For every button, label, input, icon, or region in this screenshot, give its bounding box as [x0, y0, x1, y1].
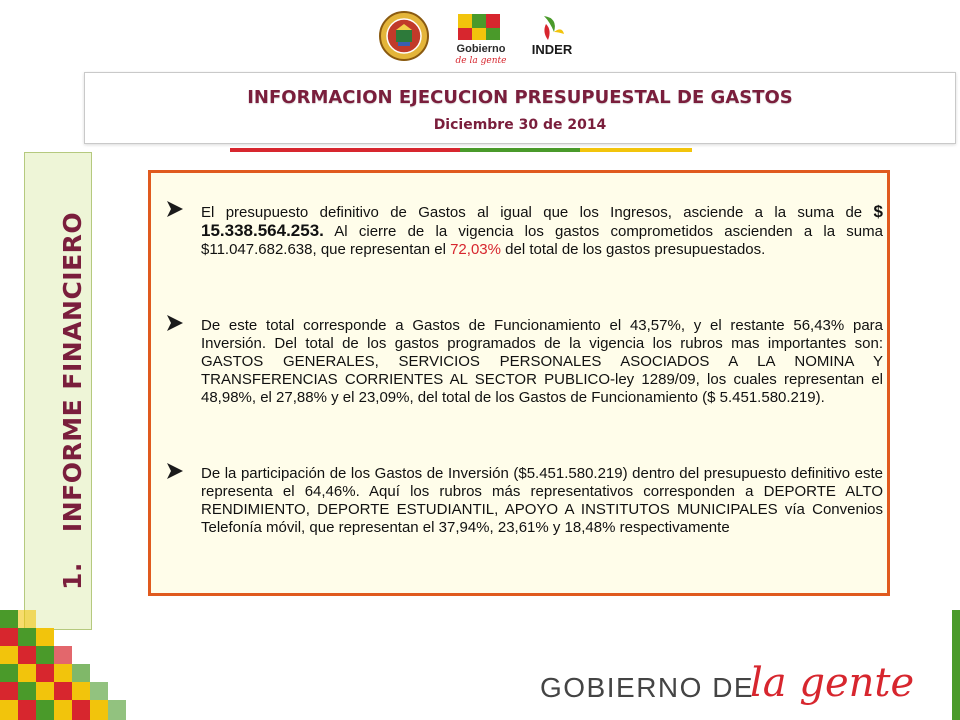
page-title: INFORMACION EJECUCION PRESUPUESTAL DE GASTOS	[247, 87, 793, 108]
right-edge-decoration	[952, 610, 960, 720]
bullet1-part3: del total de los gastos presupuestados.	[500, 241, 766, 258]
section-number: 1.	[58, 562, 87, 590]
header-box	[84, 72, 956, 144]
section-title-text: INFORME FINANCIERO	[58, 211, 87, 533]
bullet-text-1	[201, 203, 883, 259]
bullet-text-2: De este total corresponde a Gastos de Funcionamiento el 43,57%, y el restante 56,43% para Inversión. Del total de los gastos programados de la vigencia los rubros mas importantes son: GASTOS GENERALES, SERVICIOS PERSONALES ASOCIADOS A LA NOMINA Y TRANSFERENCIAS CORRIENTES AL SECTOR PUBLICO-ley 1289/09, los cuales representan el 48,98%, el 27,88% y el 23,09%, del total de los Gastos de Funcionamiento ($ 5.451.580.219).	[201, 317, 883, 406]
inder-logo-icon	[524, 10, 580, 66]
footer-text: GOBIERNO DE	[540, 672, 755, 703]
bullet-text-3: De la participación de los Gastos de Inversión ($5.451.580.219) dentro del presupuesto definitivo este representa el 64,46%. Aquí los rubros más representativos corresponden a DEPORTE ALTO RENDIMIENTO, DEPORTE ESTUDIANTIL, APOYO A INSTITUTOS MUNICIPALES vía Convenios Telefonía móvil, que representan el 37,94%, 23,61% y 18,48% respectivamente	[201, 465, 883, 536]
gobierno-logo-subtext: de la gente	[455, 56, 507, 66]
gobierno-logo-text: Gobierno	[456, 43, 506, 55]
budget-amount: $ 15.338.564.253.	[201, 202, 883, 240]
arrow-bullet-icon	[165, 461, 185, 481]
content-box	[148, 170, 890, 596]
seal-logo-icon	[378, 10, 430, 62]
gobierno-logo-icon	[450, 10, 512, 66]
footer-mosaic-decoration	[0, 610, 130, 720]
header-logos	[370, 10, 590, 66]
executed-percent: 72,03%	[450, 241, 501, 258]
bullet1-part2: Al cierre de la vigencia los gastos comprometidos ascienden a la suma $11.047.682.638, que representan el	[201, 223, 883, 258]
footer-brand: la gente	[750, 660, 915, 706]
inder-logo-text: INDER	[531, 42, 573, 57]
arrow-bullet-icon	[165, 199, 185, 219]
bullet1-part1: El presupuesto definitivo de Gastos al igual que los Ingresos, asciende a la suma de	[201, 204, 874, 221]
section-title	[58, 212, 87, 590]
arrow-bullet-icon	[165, 313, 185, 333]
page-date: Diciembre 30 de 2014	[433, 117, 607, 133]
